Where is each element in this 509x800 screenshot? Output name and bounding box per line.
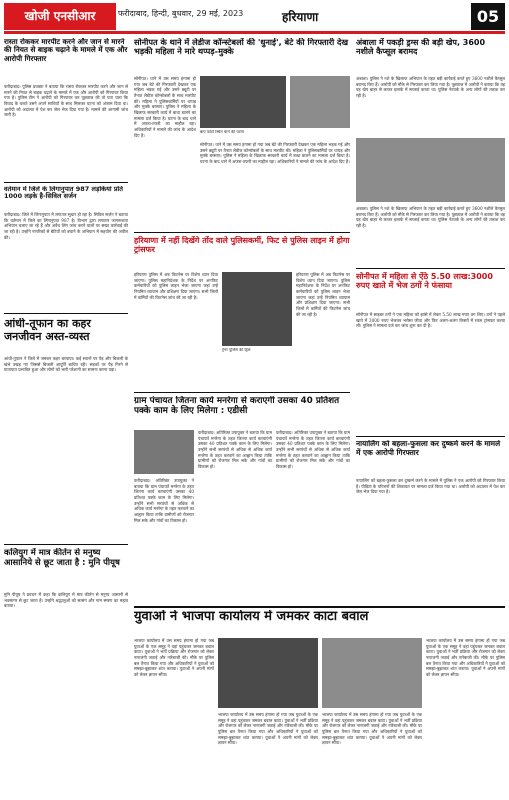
section-title: हरियाणा bbox=[282, 10, 319, 24]
article-6-body-2: अंबाला। पुलिस ने नशे के खिलाफ अभियान के तहत बड़ी कार्रवाई करते हुए 3600 नशीले कैप्सूल बरामद किए हैं। आरोपी को मौके से गिरफ्तार कर लिया गया है। पूछताछ में आरोपी ने बताया कि वह यह खेप बाहर से लाकर इलाके में सप्लाई करता था। पुलिस नेटवर्क के अन्य लोगों की तलाश कर रही है। bbox=[356, 206, 505, 229]
divider bbox=[4, 544, 128, 545]
article-5-photo bbox=[200, 76, 286, 128]
article-5-caption: बाएं फोटो स्थित थाने की घटना bbox=[200, 130, 244, 134]
page-number: 05 bbox=[471, 3, 505, 30]
article-11-photo bbox=[218, 638, 318, 708]
article-2-headline-box bbox=[4, 186, 128, 210]
divider bbox=[134, 232, 350, 233]
article-1-headline-box bbox=[4, 38, 128, 82]
article-5-body: सोनीपत। थाने में उस समय हंगामा हो गया जब बेटे की गिरफ्तारी देखकर एक महिला भड़क गई और उसने ड्यूटी पर तैनात लेडीज कॉन्स्टेबलों के साथ मारपीट की। महिला ने पुलिसकर्मियों पर थप्पड़ और मुक्के बरसाए। पुलिस ने महिला के खिलाफ सरकारी कार्य में बाधा डालने का मामला दर्ज किया है। घटना के बाद थाने में अफरा-तफरी का माहौल रहा। अधिकारियों ने मामले की जांच के आदेश दिए हैं। bbox=[134, 76, 196, 138]
article-8-headline: सोनीपत में महिला से ऐंठे 5.50 लाख:3000 रुपए खाते में भेज ठगों ने फंसाया bbox=[356, 272, 493, 291]
article-9-photo bbox=[134, 430, 194, 474]
article-10-headline-box bbox=[356, 440, 505, 474]
article-11-body-2: भाजपा कार्यालय में उस समय हंगामा हो गया जब युवाओं के एक समूह ने वहां पहुंचकर जमकर बवाल काटा। युवाओं ने भर्ती प्रक्रिया और रोजगार को लेकर नाराजगी जताई और नारेबाजी की। मौके पर पुलिस बल तैनात किया गया और अधिकारियों ने युवाओं को समझा-बुझाकर शांत कराया। युवाओं ने अपनी मांगों को लेकर ज्ञापन सौंपा। bbox=[218, 712, 318, 746]
article-7-headline: हरियाणा में नहीं दिखेंगे तोंद वाले पुलिसकर्मी, फिट से पुलिस लाइन में होगा ट्रांसफर bbox=[134, 236, 350, 255]
article-3-headline-box bbox=[4, 318, 128, 352]
article-9-body: फरीदाबाद। अतिरिक्त उपायुक्त ने बताया कि ग्राम पंचायतें मनरेगा के तहत जितना कार्य करवाएंगी उसका 40 प्रतिशत पक्के काम के लिए मिलेगा। उन्होंने सभी सरपंचों से अधिक से अधिक कार्य मनरेगा के तहत करवाने का आह्वान किया ताकि ग्रामीणों को रोजगार मिल सके और गांवों का विकास हो। bbox=[134, 478, 194, 523]
article-6-headline: अंबाला में पकड़ी ड्रग्स की बड़ी खेप, 3600 नशीले कैप्सूल बरामद bbox=[356, 38, 486, 57]
article-7-photo bbox=[222, 272, 292, 346]
article-11-headline-box bbox=[134, 610, 505, 634]
article-1-body: फरीदाबाद। पुलिस प्रवक्ता ने बताया कि रास्ता रोककर मारपीट करने और जान से मारने की नियत से बाइक चढ़ाने के मामले में एक और आरोपी को गिरफ्तार किया गया है। पुलिस टीम ने आरोपी को गिरफ्तार कर पूछताछ की तो पता चला कि विवाद के चलते उसने अपने साथियों के साथ मिलकर घटना को अंजाम दिया था। आरोपी को अदालत में पेश कर जेल भेज दिया गया है। मामले की आगामी जांच जारी है। bbox=[4, 84, 128, 118]
divider bbox=[4, 313, 128, 314]
article-2-headline: वर्तमान में जिले के लिंगानुपात 987 लड़कियां प्रति 1000 लड़के है-सिविल सर्जन bbox=[4, 186, 123, 201]
article-6-photo bbox=[356, 138, 505, 202]
divider bbox=[134, 392, 350, 393]
article-8-headline-box bbox=[356, 272, 505, 308]
article-7-headline-box bbox=[134, 236, 350, 268]
article-11-photo-2 bbox=[322, 638, 422, 708]
article-9-body-3: फरीदाबाद। अतिरिक्त उपायुक्त ने बताया कि ग्राम पंचायतें मनरेगा के तहत जितना कार्य करवाएंगी उसका 40 प्रतिशत पक्के काम के लिए मिलेगा। उन्होंने सभी सरपंचों से अधिक से अधिक कार्य मनरेगा के तहत करवाने का आह्वान किया ताकि ग्रामीणों को रोजगार मिल सके और गांवों का विकास हो। bbox=[276, 430, 350, 470]
article-11-body-3: भाजपा कार्यालय में उस समय हंगामा हो गया जब युवाओं के एक समूह ने वहां पहुंचकर जमकर बवाल काटा। युवाओं ने भर्ती प्रक्रिया और रोजगार को लेकर नाराजगी जताई और नारेबाजी की। मौके पर पुलिस बल तैनात किया गया और अधिकारियों ने युवाओं को समझा-बुझाकर शांत कराया। युवाओं ने अपनी मांगों को लेकर ज्ञापन सौंपा। bbox=[322, 712, 422, 746]
article-6-headline-box bbox=[356, 38, 505, 72]
divider bbox=[4, 182, 128, 183]
article-5-headline-box bbox=[134, 38, 350, 72]
article-4-headline: कलियुग में मात्र कीर्तन से मनुष्य आसानिये से छूट जाता है : मुनि पीयूष bbox=[4, 548, 120, 567]
article-4-body: मुनि पीयूष ने प्रवचन में कहा कि कलियुग में मात्र कीर्तन से मनुष्य आसानी से भवसागर से छूट जाता है। उन्होंने श्रद्धालुओं को सत्संग और नाम स्मरण का महत्व बताया। bbox=[4, 592, 128, 609]
article-7-body: हरियाणा पुलिस में अब फिटनेस पर विशेष ध्यान दिया जाएगा। पुलिस महानिदेशक के निर्देश पर अनफिट कर्मचारियों को पुलिस लाइन भेजा जाएगा जहां उन्हें नियमित व्यायाम और प्रशिक्षण दिया जाएगा। सभी जिलों में कर्मियों की फिटनेस जांच की जा रही है। bbox=[134, 272, 218, 300]
article-11-headline: युवाओं ने भाजपा कार्यालय में जमकर काटा बवाल bbox=[134, 610, 369, 624]
article-8-body: सोनीपत में साइबर ठगों ने एक महिला को झांसे में लेकर 5.50 लाख रुपए ठग लिए। ठगों ने पहले खाते में 3000 रुपए भेजकर भरोसा जीता और फिर अलग-अलग किस्तों में रकम ट्रांसफर करवा ली। पुलिस ने मामला दर्ज कर जांच शुरू कर दी है। bbox=[356, 312, 505, 329]
article-10-body: नायालिंग को बहला-फुसला कर दुष्कर्म करने के मामले में पुलिस ने एक आरोपी को गिरफ्तार किया है। पीड़िता के परिजनों की शिकायत पर मामला दर्ज किया गया था। आरोपी को अदालत में पेश कर जेल भेज दिया गया है। bbox=[356, 478, 505, 495]
article-9-body-2: फरीदाबाद। अतिरिक्त उपायुक्त ने बताया कि ग्राम पंचायतें मनरेगा के तहत जितना कार्य करवाएंगी उसका 40 प्रतिशत पक्के काम के लिए मिलेगा। उन्होंने सभी सरपंचों से अधिक से अधिक कार्य मनरेगा के तहत करवाने का आह्वान किया ताकि ग्रामीणों को रोजगार मिल सके और गांवों का विकास हो। bbox=[198, 430, 272, 470]
article-5-headline: सोनीपत के थाने में लेडीज कॉन्स्टेबलों की 'धुनाई', बेटे की गिरफ्तारी देख भड़की महिला ने मारे थप्पड़-मुक्के bbox=[134, 38, 349, 57]
article-9-headline-box bbox=[134, 396, 350, 426]
article-3-headline: आंधी-तूफान का कहर जनजीवन अस्त-व्यस्त bbox=[4, 318, 91, 343]
article-10-headline: नायालिंग को बहला-फुसला कर दुष्कर्म करने के मामले में एक आरोपी गिरफ्तार bbox=[356, 440, 501, 457]
article-1-headline: रास्ता रोककर मारपीट करने और जान से मारने की नियत से बाइक चढ़ाने के मामले में एक और आरोपी गिरफ्तार bbox=[4, 38, 128, 63]
dateline: फरीदाबाद, हिन्दी, बुधवार, 29 मई, 2023 bbox=[118, 9, 244, 18]
article-7-body-2: हरियाणा पुलिस में अब फिटनेस पर विशेष ध्यान दिया जाएगा। पुलिस महानिदेशक के निर्देश पर अनफिट कर्मचारियों को पुलिस लाइन भेजा जाएगा जहां उन्हें नियमित व्यायाम और प्रशिक्षण दिया जाएगा। सभी जिलों में कर्मियों की फिटनेस जांच की जा रही है। bbox=[296, 272, 350, 317]
article-2-body: फरीदाबाद। जिले में लिंगानुपात में लगातार सुधार हो रहा है। सिविल सर्जन ने बताया कि वर्तमान में जिले का लिंगानुपात 987 है। विभाग द्वारा लगातार जागरूकता अभियान चलाए जा रहे हैं और अवैध लिंग जांच करने वालों पर सख्त कार्रवाई की जा रही है। उन्होंने नागरिकों से बेटियों को बचाने के अभियान में सहयोग की अपील की। bbox=[4, 212, 128, 240]
divider bbox=[356, 268, 505, 269]
article-3-body: आंधी-तूफान ने जिले में जमकर कहर बरपाया। कई स्थानों पर पेड़ और बिजली के खंभे उखड़ गए जिससे बिजली आपूर्ति बाधित रही। सड़कों पर पेड़ गिरने से यातायात प्रभावित हुआ और लोगों को भारी परेशानी का सामना करना पड़ा। bbox=[4, 356, 128, 373]
divider bbox=[356, 436, 505, 437]
divider bbox=[134, 606, 505, 608]
article-4-headline-box bbox=[4, 548, 128, 588]
article-5-photo-2 bbox=[290, 76, 350, 128]
article-7-caption: ट्रेनर पुलिस की ड्रिल bbox=[222, 348, 251, 352]
article-5-body-2: सोनीपत। थाने में उस समय हंगामा हो गया जब बेटे की गिरफ्तारी देखकर एक महिला भड़क गई और उसने ड्यूटी पर तैनात लेडीज कॉन्स्टेबलों के साथ मारपीट की। महिला ने पुलिसकर्मियों पर थप्पड़ और मुक्के बरसाए। पुलिस ने महिला के खिलाफ सरकारी कार्य में बाधा डालने का मामला दर्ज किया है। घटना के बाद थाने में अफरा-तफरी का माहौल रहा। अधिकारियों ने मामले की जांच के आदेश दिए हैं। bbox=[200, 142, 350, 165]
article-11-body-4: भाजपा कार्यालय में उस समय हंगामा हो गया जब युवाओं के एक समूह ने वहां पहुंचकर जमकर बवाल काटा। युवाओं ने भर्ती प्रक्रिया और रोजगार को लेकर नाराजगी जताई और नारेबाजी की। मौके पर पुलिस बल तैनात किया गया और अधिकारियों ने युवाओं को समझा-बुझाकर शांत कराया। युवाओं ने अपनी मांगों को लेकर ज्ञापन सौंपा। bbox=[426, 638, 505, 678]
masthead bbox=[0, 0, 509, 34]
article-11-body: भाजपा कार्यालय में उस समय हंगामा हो गया जब युवाओं के एक समूह ने वहां पहुंचकर जमकर बवाल काटा। युवाओं ने भर्ती प्रक्रिया और रोजगार को लेकर नाराजगी जताई और नारेबाजी की। मौके पर पुलिस बल तैनात किया गया और अधिकारियों ने युवाओं को समझा-बुझाकर शांत कराया। युवाओं ने अपनी मांगों को लेकर ज्ञापन सौंपा। bbox=[134, 638, 214, 678]
article-9-headline: ग्राम पंचायत जितना कार्य मनरेगा से कराएगी उसका 40 प्रतिशत पक्के काम के लिए मिलेगा : एडीसी bbox=[134, 396, 340, 417]
brand-logo: खोजी एनसीआर bbox=[4, 3, 116, 30]
masthead-rule bbox=[4, 31, 505, 34]
article-6-body: अंबाला। पुलिस ने नशे के खिलाफ अभियान के तहत बड़ी कार्रवाई करते हुए 3600 नशीले कैप्सूल बरामद किए हैं। आरोपी को मौके से गिरफ्तार कर लिया गया है। पूछताछ में आरोपी ने बताया कि वह यह खेप बाहर से लाकर इलाके में सप्लाई करता था। पुलिस नेटवर्क के अन्य लोगों की तलाश कर रही है। bbox=[356, 76, 505, 99]
